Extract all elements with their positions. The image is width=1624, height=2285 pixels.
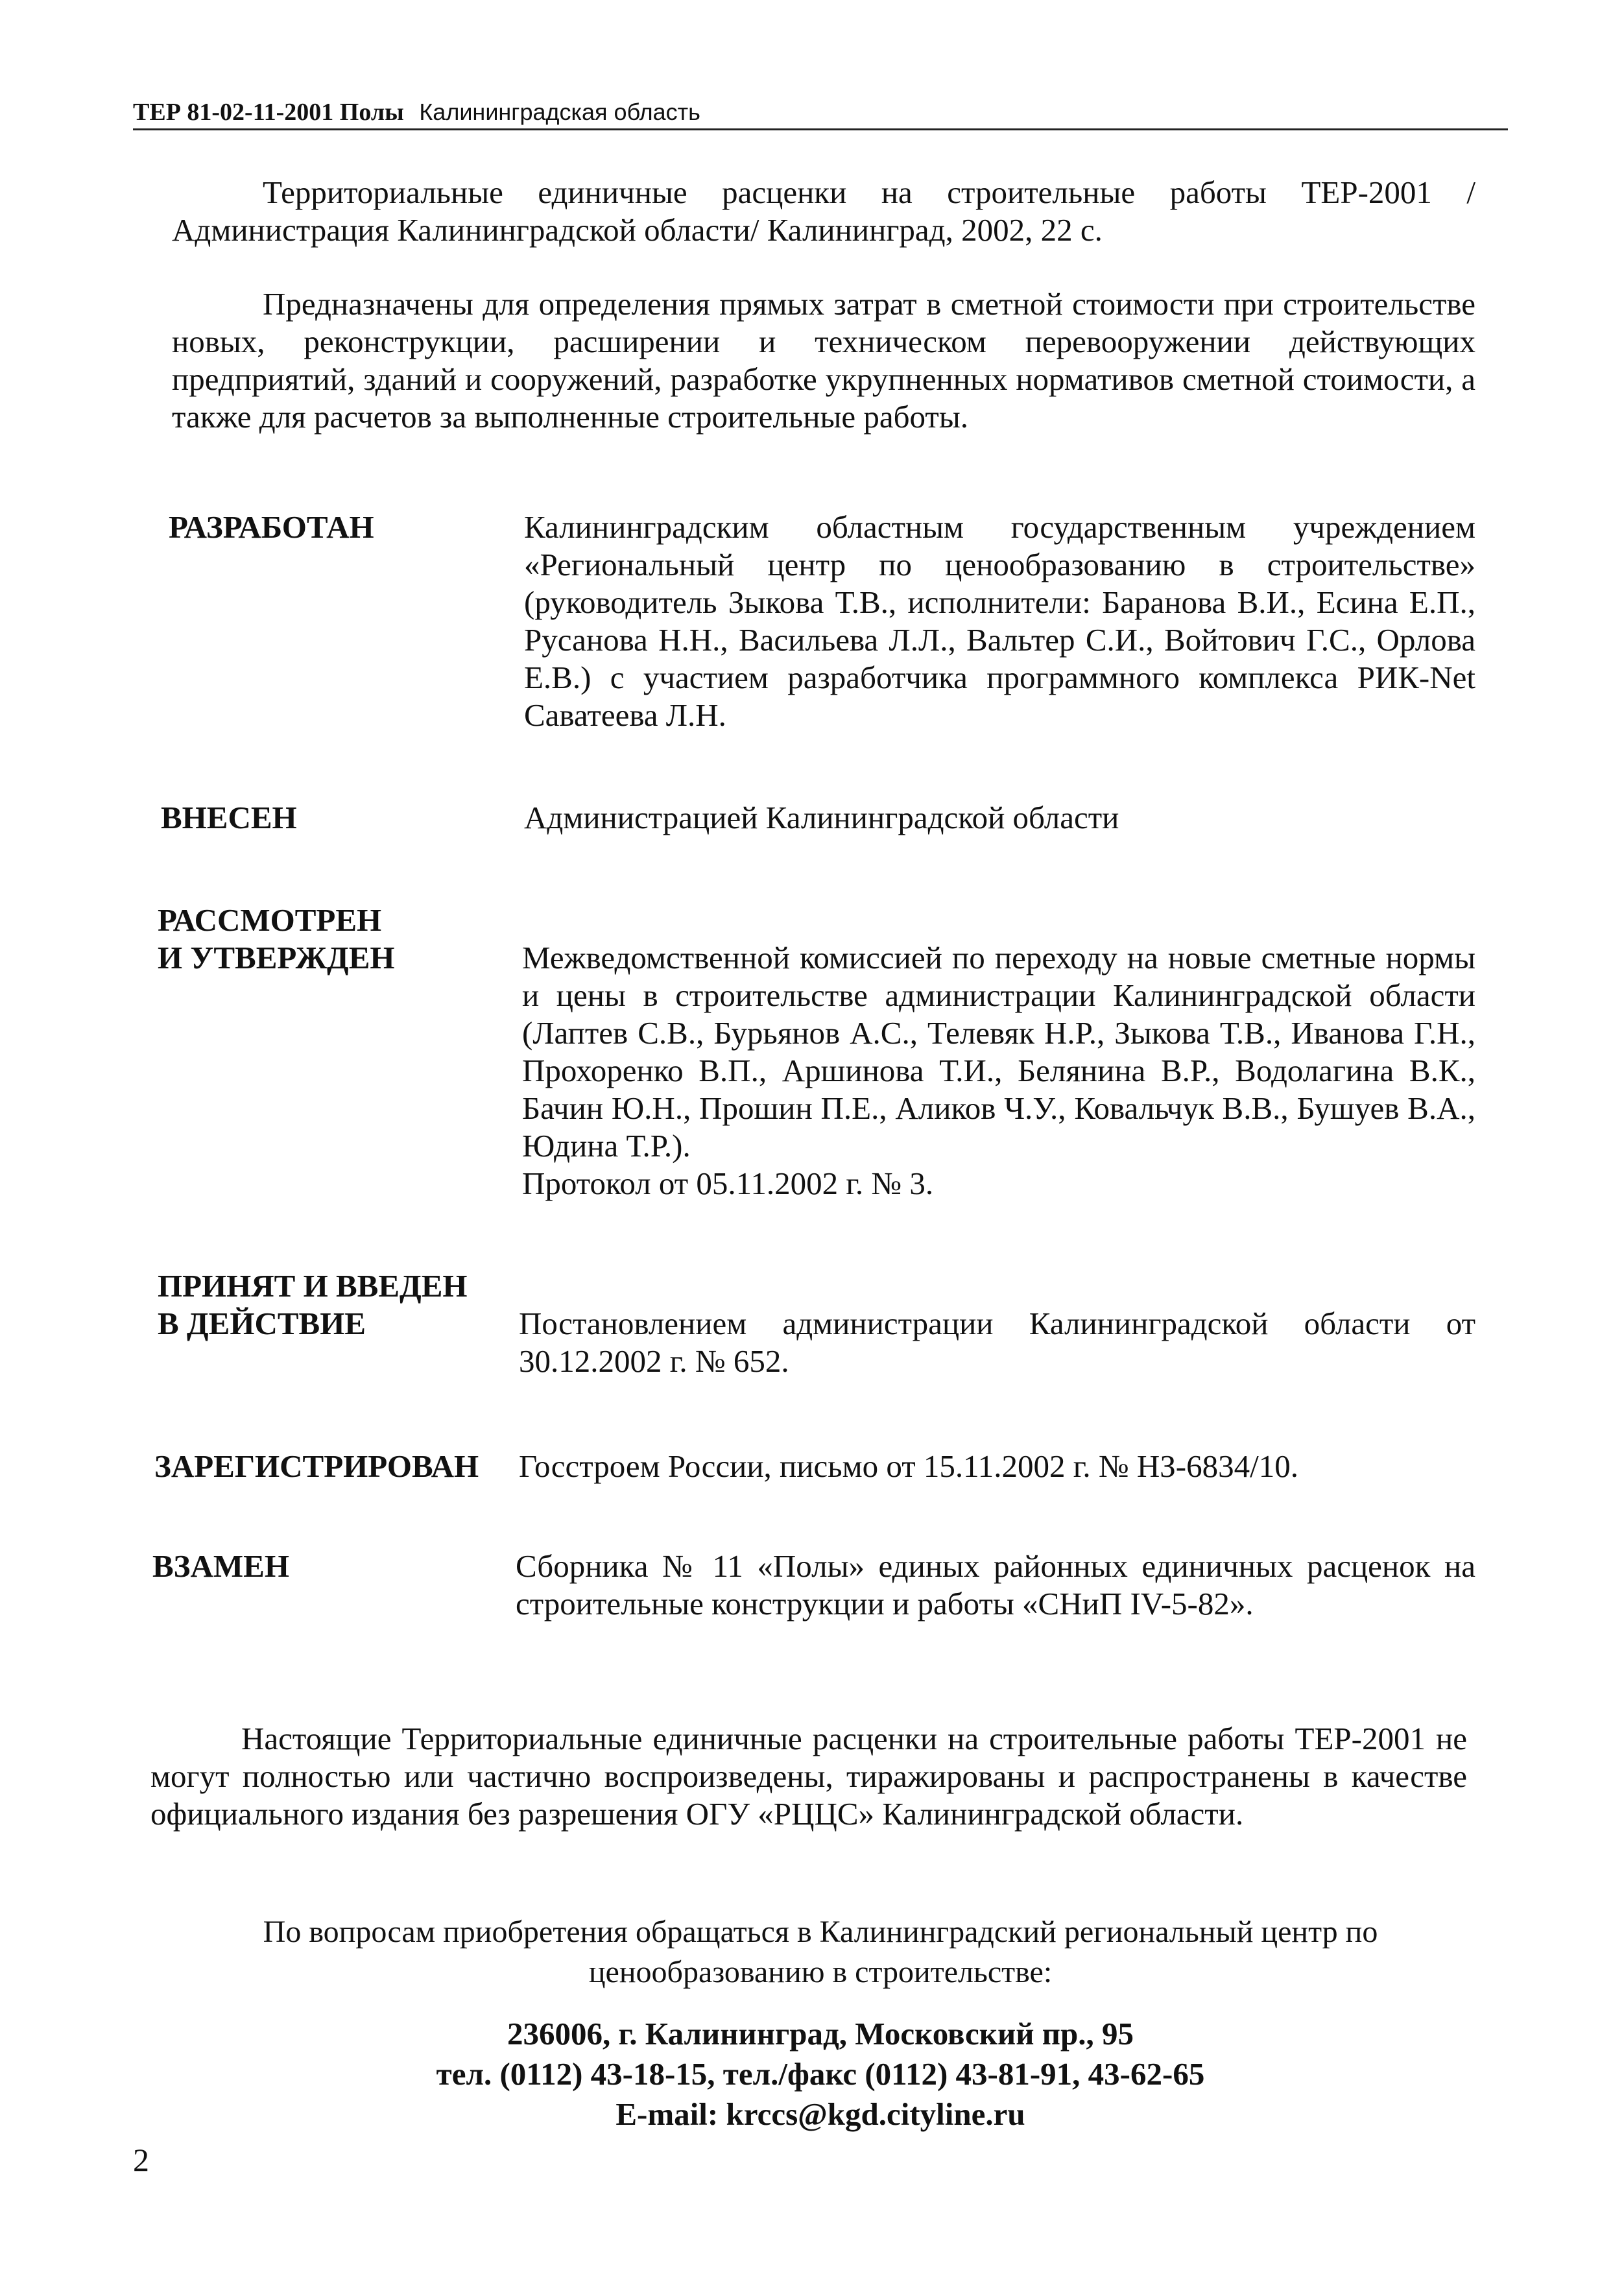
replaces-label: ВЗАМЕН — [152, 1548, 289, 1584]
contact-address: 236006, г. Калининград, Московский пр., 95 — [507, 2016, 1134, 2052]
header-region: Калининградская область — [419, 99, 700, 125]
page-number: 2 — [133, 2142, 149, 2178]
contact-intro-line-2: ценообразованию в строительстве: — [588, 1955, 1053, 1989]
replaces-text: Сборника № 11 «Полы» единых районных единичных расценок на строительные конструкции и работы «СНиП IV-5-82». — [516, 1548, 1475, 1621]
developed-text: Калининградским областным государственным учреждением «Региональный центр по ценообразованию в строительстве» (руководитель Зыкова Т.В., исполнители: Баранова В.И., Есина Е.П., Русанова Н.Н., Васильева Л.Л., Вальтер С.И., Войтович Г.С., Орлова Е.В.) с участием разработчика программного комплекса РИК-Net Саватеева Л.Н. — [524, 509, 1475, 733]
enacted-text: Постановлением администрации Калининградской области от 30.12.2002 г. № 652. — [519, 1306, 1475, 1379]
contact-details — [133, 2014, 1508, 2135]
submitted-text: Администрацией Калининградской области — [524, 800, 1119, 835]
contact-intro — [133, 1912, 1508, 1992]
citation-paragraph: Территориальные единичные расценки на строительные работы ТЕР-2001 /Администрация Калининградской области/ Калининград, 2002, 22 с. — [172, 174, 1475, 248]
contact-intro-line-1: По вопросам приобретения обращаться в Калининградский региональный центр по — [263, 1915, 1378, 1949]
purpose-paragraph: Предназначены для определения прямых затрат в сметной стоимости при строительстве новых, реконструкции, расширении и техническом перевооружении действующих предприятий, зданий и сооружений, разработке укрупненных нормативов сметной стоимости, а также для расчетов за выполненные строительные работы. — [172, 286, 1475, 435]
approved-protocol: Протокол от 05.11.2002 г. № 3. — [522, 1166, 934, 1201]
registered-text: Госстроем России, письмо от 15.11.2002 г. № НЗ-6834/10. — [519, 1448, 1298, 1484]
enacted-label: ПРИНЯТ И ВВЕДЕН В ДЕЙСТВИЕ — [158, 1268, 468, 1341]
contact-phones: тел. (0112) 43-18-15, тел./факс (0112) 43-81-91, 43-62-65 — [436, 2056, 1205, 2092]
header-document-code: ТЕР 81-02-11-2001 Полы — [133, 99, 404, 126]
approved-label: РАССМОТРЕН И УТВЕРЖДЕН — [158, 902, 395, 975]
submitted-label: ВНЕСЕН — [161, 800, 297, 835]
developed-label: РАЗРАБОТАН — [169, 509, 374, 545]
contact-email: E-mail: krccs@kgd.cityline.ru — [615, 2096, 1025, 2132]
approved-text: Межведомственной комиссией по переходу на новые сметные нормы и цены в строительстве администрации Калининградской области (Лаптев С.В., Бурьянов А.С., Телевяк Н.Р., Зыкова Т.В., Иванова Г.Н., Прохоренко В.П., Аршинова Т.И., Белянина В.Р., Водолагина В.К., Бачин Ю.Н., Прошин П.Е., Аликов Ч.У., Ковальчук В.В., Бушуев В.А., Юдина Т.Р.). — [522, 940, 1475, 1164]
registered-label: ЗАРЕГИСТРИРОВАН — [154, 1448, 479, 1484]
copyright-notice: Настоящие Территориальные единичные расценки на строительные работы ТЕР-2001 не могут полностью или частично воспроизведены, тиражированы и распространены в качестве официального издания без разрешения ОГУ «РЦЦС» Калининградской области. — [150, 1721, 1467, 1832]
running-header — [133, 96, 1508, 130]
